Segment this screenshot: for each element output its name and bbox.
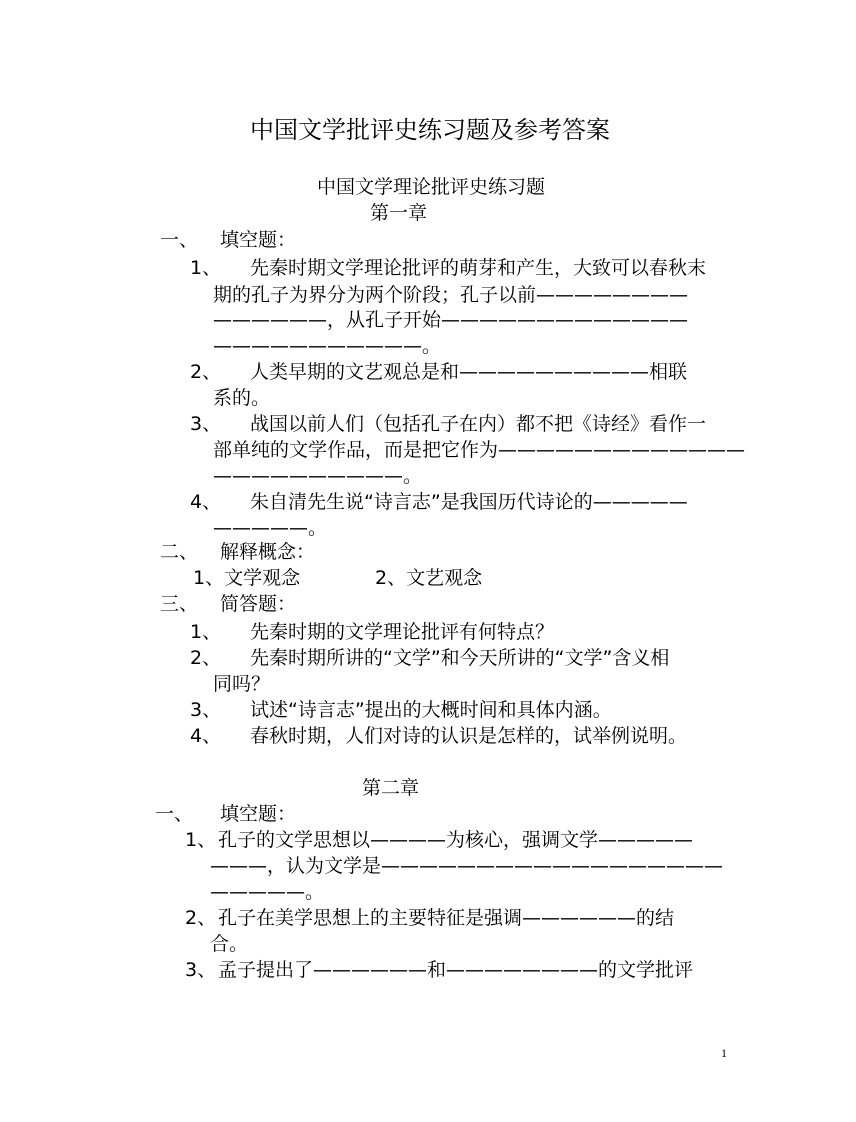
chapter-1-heading: 第一章	[370, 202, 428, 224]
question-num: 2、	[190, 361, 222, 383]
question-num: 4、	[190, 491, 222, 513]
question-text: 试述“诗言志”提出的大概时间和具体内涵。	[250, 699, 612, 721]
concept-item: 1、文学观念	[193, 567, 301, 589]
question-num: 4、	[190, 725, 222, 747]
question-text: 系的。	[213, 387, 271, 409]
chapter-2-heading: 第二章	[362, 777, 420, 799]
section-label: 简答题：	[220, 593, 297, 615]
question-text: 孔子的文学思想以————为核心，强调文学—————	[218, 829, 694, 851]
question-text: ———，认为文学是——————————————————	[210, 855, 724, 877]
question-text: 先秦时期所讲的“文学”和今天所讲的“文学”含义相	[250, 647, 670, 669]
question-text: 孔子在美学思想上的主要特征是强调——————的结	[218, 907, 675, 929]
question-text: —————。	[213, 517, 328, 539]
question-num: 1、	[190, 621, 222, 643]
subtitle: 中国文学理论批评史练习题	[317, 176, 546, 198]
section-num: 三、	[160, 593, 199, 615]
question-text: 部单纯的文学作品，而是把它作为—————————————	[213, 439, 746, 461]
question-text: 朱自清先生说“诗言志”是我国历代诗论的—————	[250, 491, 688, 513]
concept-item: 2、文艺观念	[375, 567, 483, 589]
section-label: 解释概念：	[220, 541, 316, 563]
question-text: 期的孔子为界分为两个阶段；孔子以前————————	[213, 284, 689, 306]
question-num: 2、	[190, 647, 222, 669]
question-text: ———————————。	[213, 335, 442, 357]
question-text: 战国以前人们（包括孔子在内）都不把《诗经》看作一	[250, 413, 707, 435]
question-num: 3、	[190, 413, 222, 435]
question-text: 先秦时期文学理论批评的萌芽和产生，大致可以春秋末	[250, 257, 707, 279]
question-text: 孟子提出了——————和————————的文学批评	[218, 959, 694, 981]
question-text: ——————，从孔子开始—————————————	[213, 309, 689, 331]
question-text: 人类早期的文艺观总是和——————————相联	[250, 361, 688, 383]
question-text: 同吗？	[213, 673, 271, 695]
section-label: 填空题：	[220, 229, 297, 251]
question-num: 3、	[185, 959, 217, 981]
question-num: 2、	[185, 907, 217, 929]
question-text: —————。	[210, 881, 325, 903]
question-num: 3、	[190, 699, 222, 721]
question-num: 1、	[190, 257, 222, 279]
question-num: 1、	[185, 829, 217, 851]
document-title: 中国文学批评史练习题及参考答案	[250, 116, 610, 144]
section-num: 一、	[160, 229, 199, 251]
section-num: 一、	[155, 803, 194, 825]
page-number: 1	[721, 1046, 727, 1060]
section-num: 二、	[160, 541, 199, 563]
question-text: 合。	[210, 933, 249, 955]
question-text: 先秦时期的文学理论批评有何特点？	[250, 621, 555, 643]
question-text: ——————————。	[213, 465, 423, 487]
section-label: 填空题：	[220, 803, 297, 825]
question-text: 春秋时期，人们对诗的认识是怎样的，试举例说明。	[250, 725, 688, 747]
